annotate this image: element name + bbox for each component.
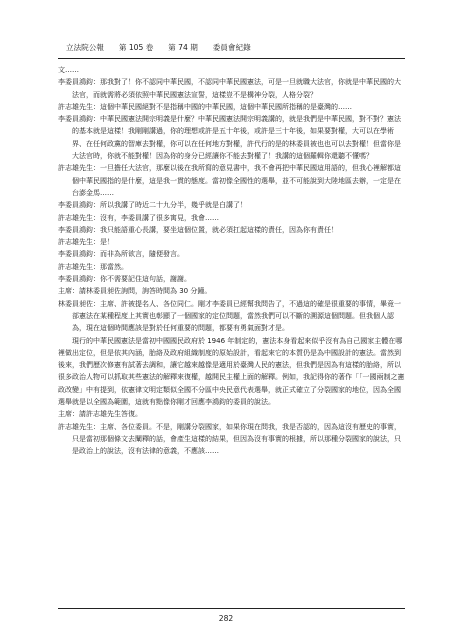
volume-number: 第 105 卷 (118, 43, 154, 52)
footer-rule (58, 608, 405, 609)
transcript-body (58, 64, 405, 458)
paragraph-7: 李委員鴻鈞：我只能語重心長講，要坐這個位置，就必須扛起這樣的責任，因為你有責任！ (58, 225, 338, 234)
paragraph-16: 許志雄先生：主席、各位委員。不是，剛講分裂國家，如果你現在問我，我是否認的，因為這沒有歷史的事實，只是當初那個條文去闡釋的話，會產生這樣的結果，但因為沒有事實的根據，所以那種分裂國家的說法，只是政治上的說法，沒有法律的意義，不應該…… (58, 422, 401, 456)
paragraph-15: 主席：請許志雄先生答復。 (58, 410, 142, 419)
paragraph-6: 許志雄先生：沒有，李委員講了很多寓見，我會…… (58, 213, 219, 222)
paragraph-1: 李委員鴻鈞：那我對了！你不認同中華民國，不認同中華民國憲法，可是一旦就職大法官，你就是中華民國的大法官，而就需將必須依照中華民國憲法宣誓，這樣豈不是構神分裂，人格分裂？ (58, 78, 401, 99)
paragraph-14: 現行的中華民國憲法是當初中國國民政府於 1946 年制定的，憲法本身看起來似乎沒有為自己國家主體在哪裡做出定位，但是依其內涵，胎絡及政府組織制度的原始設計，看起來它的本質仍是為中國設計的憲法。當然到後來，我們歷次修憲有試著去調和，讓它越來越像是適用於臺灣人民的憲法，但我們是因為有這樣的胎絡，所以很多政治人物可以抓取其些憲法的解釋來復權，越開民主權上面的解釋。例如，我記得你的著作「「一國兩制之憲政改變」中有提到，依憲律文明定類似全國不分區中央民意代表選舉，就正式確立了分裂國家的地位，因為全國選舉就是以全國為範圍，這就有點像你剛才回應李鴻鈞的委員的說法。 (58, 336, 405, 407)
running-header (66, 43, 366, 53)
paragraph-5: 李委員鴻鈞：所以我講了時近二十九分半，幾乎就是白講了！ (58, 201, 247, 210)
paragraph-9: 李委員鴻鈞：而非為所欲言，隨便發言。 (58, 250, 184, 259)
paragraph-3: 李委員鴻鈞：中華民國憲法開宗明義是什麼？中華民國憲法開宗明義講的，就是我們是中華民國，對不對？憲法的基本就是這樣！我剛剛講過，你的理想或許是五十年後，或許是三十年後，如果要對權，大可以在學術界、在任何政黨的智庫去對權，你可以在任何地方對權，許代行的是的林委員被也也可以去對權！但當你是大法官時，你就不能對權！因為你的身分已經讓你不能去對權了！我講的這個羅輯你還聽不懂嗎？ (58, 115, 401, 161)
paragraph-10: 許志雄先生：那當然。 (58, 262, 128, 271)
paragraph-12: 主席：請林委員昶佐詢問，詢答時間為 30 分鐘。 (58, 287, 212, 296)
publication-name: 立法院公報 (66, 43, 104, 52)
issue-number: 第 74 期 (168, 43, 198, 52)
paragraph-0: 文…… (58, 66, 79, 74)
paragraph-13: 林委員昶佐：主席、許被提名人、各位同仁。剛才李委員已經幫我問告了，不過這的確是很重要的事情，畢竟一部憲法在某種程度上其實也彰顯了一個國家的定位問題，當然我們可以不斷的溯源這個問題。但我個人認為，現在這個時間應該是對於任何重要的問題，都要有勇氣面對才是。 (58, 299, 401, 333)
paragraph-2: 許志雄先生：這個中華民國絕對不是指稱中國的中華民國，這個中華民國所指稱的是臺灣的…… (58, 102, 352, 111)
paragraph-4: 許志雄先生：一旦擔任大法官，那麼以後在我所寫的意見書中，我不會再把中華民國這用語的，但我心裡解都這個中華民國指的是什麼，這是我一貫的態度。當初像全國性的選舉，並不可能說到大陸地區去辦，一定是在台澎金馬…… (58, 164, 401, 197)
section-name: 委員會紀錄 (212, 43, 251, 52)
page-number: 282 (218, 614, 234, 623)
paragraph-11: 李委員鴻鈞：你不需要記住這句話，謝謝。 (58, 275, 191, 284)
header-rule (58, 58, 405, 59)
paragraph-8: 許志雄先生：是！ (58, 238, 114, 247)
